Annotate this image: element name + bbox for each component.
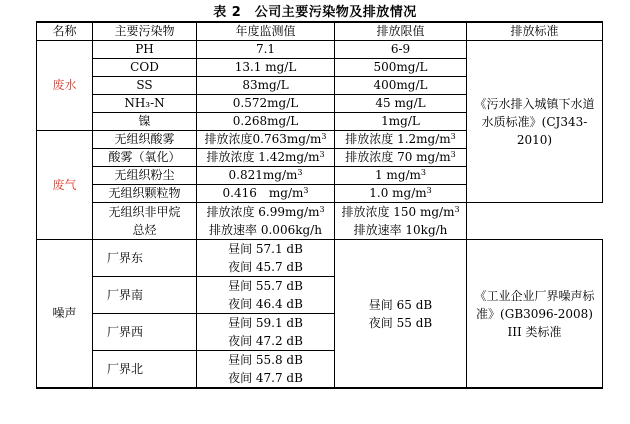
value-cell: 7.1 (197, 41, 335, 59)
limit-cell: 400mg/L (335, 77, 467, 95)
header-row (37, 22, 603, 41)
pollutant-table (36, 21, 603, 389)
pollutant-cell: 无组织粉尘 (93, 167, 197, 185)
header-pollutant: 主要污染物 (93, 22, 197, 41)
pollutant-cell: SS (93, 77, 197, 95)
value-cell: 0.268mg/L (197, 113, 335, 131)
value-cell: 83mg/L (197, 77, 335, 95)
limit-cell: 1mg/L (335, 113, 467, 131)
pollutant-cell: 酸雾（氧化） (93, 149, 197, 167)
value-cell: 13.1 mg/L (197, 59, 335, 77)
header-annual-value: 年度监测值 (197, 22, 335, 41)
category-wastewater: 废水 (37, 41, 93, 131)
table-caption: 表 2 公司主要污染物及排放情况 (213, 5, 417, 20)
standard-noise: 《工业企业厂界噪声标准》(GB3096-2008) III 类标准 (467, 240, 603, 389)
value-cell: 0.416 $mg/m^3$ (197, 185, 335, 203)
header-limit: 排放限值 (335, 22, 467, 41)
limit-cell: 45 mg/L (335, 95, 467, 113)
limit-cell: 500mg/L (335, 59, 467, 77)
pollutant-cell: 无组织非甲烷 总烃 (93, 203, 197, 240)
limit-cell: 排放浓度 70 $mg/m^3$ (335, 149, 467, 167)
value-cell: 昼间 55.8 dB 夜间 47.7 dB (197, 351, 335, 389)
table-row (37, 41, 603, 59)
value-cell: 排放浓度 $1.42mg/m^3$ (197, 149, 335, 167)
value-cell: 昼间 55.7 dB 夜间 46.4 dB (197, 277, 335, 314)
value-cell: 排放浓度 $6.99mg/m^3$ 排放速率 0.006kg/h (197, 203, 335, 240)
value-cell: $0.821mg/m^3$ (197, 167, 335, 185)
limit-cell: 1 $mg/m^3$ (335, 167, 467, 185)
pollutant-cell: NH₃-N (93, 95, 197, 113)
category-noise: 噪声 (37, 240, 93, 389)
pollutant-cell: 镍 (93, 113, 197, 131)
value-cell: 0.572mg/L (197, 95, 335, 113)
location-cell: 厂界西 (93, 314, 197, 351)
value-cell: 排放浓度$0.763mg/m^3$ (197, 131, 335, 149)
limit-cell: 6-9 (335, 41, 467, 59)
limit-cell: 1.0 $mg/m^3$ (335, 185, 467, 203)
pollutant-cell: 无组织颗粒物 (93, 185, 197, 203)
noise-limit-cell: 昼间 65 dB 夜间 55 dB (335, 240, 467, 389)
table-row (37, 203, 603, 240)
location-cell: 厂界北 (93, 351, 197, 389)
pollutant-cell: COD (93, 59, 197, 77)
limit-cell: 排放浓度 $1.2mg/m^3$ (335, 131, 467, 149)
pollutant-cell: PH (93, 41, 197, 59)
category-waste-gas: 废气 (37, 131, 93, 240)
value-cell: 昼间 57.1 dB 夜间 45.7 dB (197, 240, 335, 277)
location-cell: 厂界东 (93, 240, 197, 277)
table-row (37, 240, 603, 277)
limit-cell: 排放浓度 150 $mg/m^3$ 排放速率 10kg/h (335, 203, 467, 240)
value-cell: 昼间 59.1 dB 夜间 47.2 dB (197, 314, 335, 351)
pollutant-cell: 无组织酸雾 (93, 131, 197, 149)
location-cell: 厂界南 (93, 277, 197, 314)
header-standard: 排放标准 (467, 22, 603, 41)
header-name: 名称 (37, 22, 93, 41)
standard-wastewater: 《污水排入城镇下水道水质标准》(CJ343-2010) (467, 41, 603, 203)
